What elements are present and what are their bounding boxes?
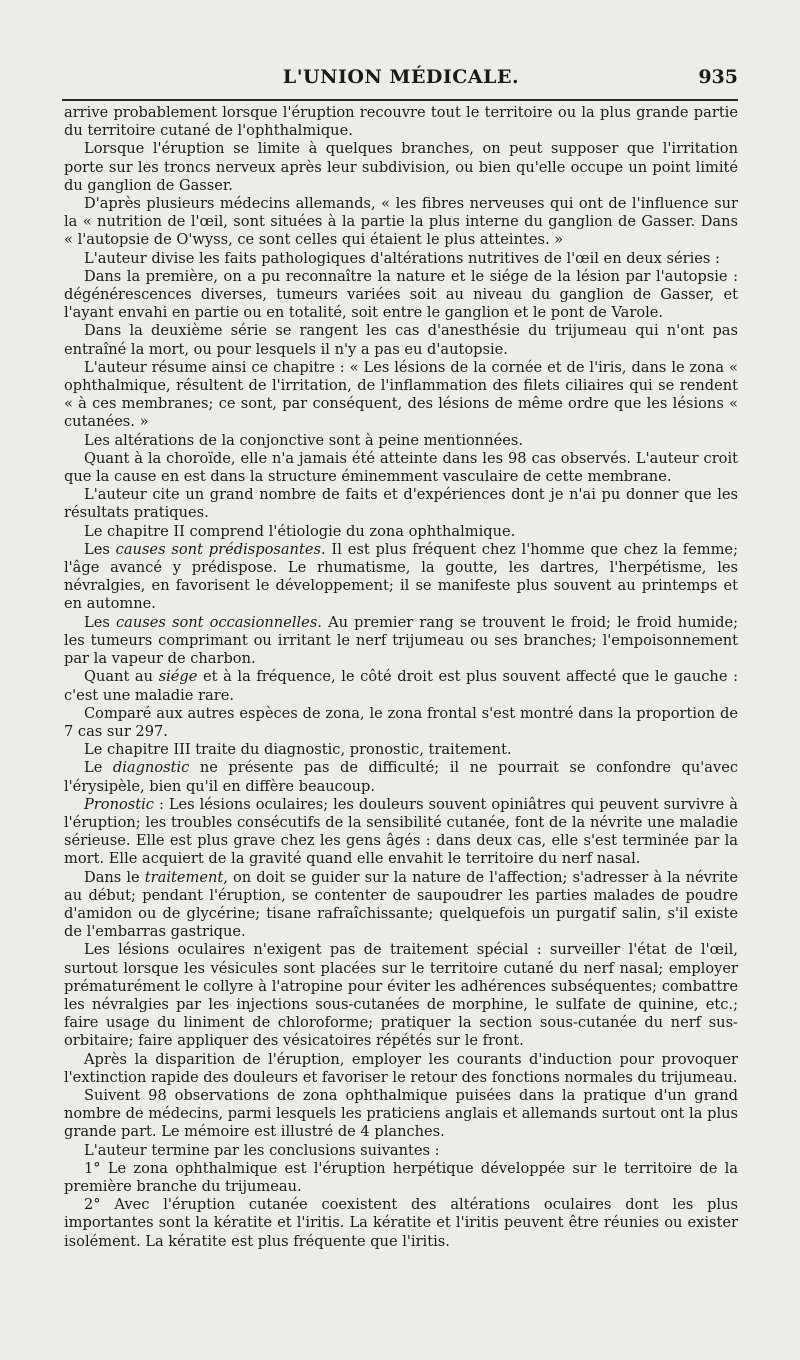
paragraph-text: Au premier rang se trouvent le froid; le froid humide; les tumeurs comprimant ou irritant le nerf trijumeau ou ses branches; l'empoisonnement par la vapeur de charbon. (64, 613, 739, 668)
paragraph (64, 523, 738, 541)
paragraph-text: L'auteur résume ainsi ce chapitre : « Les lésions de la cornée et de l'iris, dans le zona « ophthalmique, résultent de l'irritation, de l'inflammation des filets ciliaires qui se rendent « à ces membranes; ce sont, par conséquent, des lésions de même ordre que les lésions « cutanées. » (64, 358, 738, 431)
paragraph (64, 432, 738, 450)
paragraph-text: L'auteur cite un grand nombre de faits et d'expériences dont je n'ai pu donner que les résultats pratiques. (64, 486, 738, 522)
paragraph-text: Lorsque l'éruption se limite à quelques branches, on peut supposer que l'irritation porte sur les troncs nerveux après leur subdivision, ou bien qu'elle occupe un point limité du ganglion de Gasser. (64, 140, 738, 194)
paragraph (64, 140, 738, 195)
header-rule (62, 99, 738, 101)
paragraph-text: Le (84, 759, 113, 777)
paragraph (64, 614, 738, 669)
italic-text: causes sont prédisposantes. (115, 540, 326, 558)
paragraph-text: arrive probablement lorsque l'éruption recouvre tout le territoire ou la plus grande partie du territoire cutané de l'ophthalmique. (64, 104, 738, 140)
paragraph (64, 741, 738, 759)
paragraph (64, 869, 738, 942)
paragraph-text: 1° Le zona ophthalmique est l'éruption herpétique développée sur le territoire de la première branche du trijumeau. (64, 1159, 738, 1195)
paragraph-text: L'auteur divise les faits pathologiques d'altérations nutritives de l'œil en deux séries : (84, 249, 720, 267)
paragraph (64, 941, 738, 1050)
paragraph-text: : Les lésions oculaires; les douleurs souvent opiniâtres qui peuvent survivre à l'éruption; les troubles consécutifs de la sensibilité cutanée, font de la névrite une maladie sérieuse. Elle est plus grave chez les gens âgés : dans deux cas, elle s'est terminée par la mort. Elle acquiert de la gravité quand elle envahit le territoire du nerf nasal. (64, 795, 738, 868)
paragraph-text: , on doit se guider sur la nature de l'affection; s'adresser à la névrite au début; pendant l'éruption, se contenter de saupoudrer les parties malades de poudre d'amidon ou de glycérine; tisane rafraîchissante; quelquefois un purgatif salin, s'il existe de l'embarras gastrique. (64, 868, 738, 941)
italic-text: diagnostic (112, 759, 190, 777)
paragraph-text: 2° Avec l'éruption cutanée coexistent des altérations oculaires dont les plus importantes sont la kératite et l'iritis. La kératite et l'iritis peuvent être réunies ou exister isolément. La kératite est plus fréquente que l'iritis. (64, 1196, 738, 1250)
paragraph-text: Dans la deuxième série se rangent les cas d'anesthésie du trijumeau qui n'ont pas entraîné la mort, ou pour lesquels il n'y a pas eu d'autopsie. (64, 322, 738, 358)
italic-text: traitement (144, 868, 224, 886)
paragraph-text: Quant au (84, 668, 159, 686)
paragraph (64, 250, 738, 268)
italic-text: causes sont occasionnelles. (115, 613, 322, 631)
paragraph (64, 359, 738, 432)
paragraph (64, 1087, 738, 1142)
paragraph (64, 1160, 738, 1196)
paragraph (64, 796, 738, 869)
paragraph-text: et à la fréquence, le côté droit est plus souvent affecté que le gauche : c'est une maladie rare. (64, 668, 738, 704)
page-header (62, 66, 740, 96)
paragraph-text: Les (84, 613, 116, 631)
running-title: L'UNION MÉDICALE. (282, 66, 520, 88)
paragraph-text: Comparé aux autres espèces de zona, le zona frontal s'est montré dans la proportion de 7 cas sur 297. (64, 704, 738, 740)
paragraph (64, 322, 738, 358)
paragraph (64, 195, 738, 250)
paragraph (64, 1196, 738, 1251)
paragraph-text: Les lésions oculaires n'exigent pas de traitement spécial : surveiller l'état de l'œil, surtout lorsque les vésicules sont placées sur le territoire cutané du nerf nasal; employer prématurément le collyre à l'atropine pour éviter les adhérences subséquentes; combattre les névralgies par les injections sous-cutanées de morphine, le sulfate de quinine, etc.; faire usage du liniment de chloroforme; pratiquer la section sous-cutanée du nerf sus-orbitaire; faire appliquer des vésicatoires répétés sur le front. (64, 941, 738, 1050)
paragraph-text: Le chapitre II comprend l'étiologie du zona ophthalmique. (84, 522, 516, 540)
paragraph (64, 1051, 738, 1087)
paragraph (64, 486, 738, 522)
page-number: 935 (698, 66, 738, 88)
paragraph-text: Dans la première, on a pu reconnaître la nature et le siége de la lésion par l'autopsie : dégénérescences diverses, tumeurs variées soit au niveau du ganglion de Gasser, et l'ayant envahi en partie ou en totalité, soit entre le ganglion et le pont de Varole. (64, 267, 738, 322)
paragraph-text: Après la disparition de l'éruption, employer les courants d'induction pour provoquer l'extinction rapide des douleurs et favoriser le retour des fonctions normales du trijumeau. (64, 1050, 738, 1086)
paragraph (64, 668, 738, 704)
paragraph (64, 759, 738, 795)
paragraph-text: Le chapitre III traite du diagnostic, pronostic, traitement. (84, 741, 512, 759)
paragraph-text: Les altérations de la conjonctive sont à peine mentionnées. (84, 431, 523, 449)
paragraph (64, 104, 738, 140)
paragraph-text: ne présente pas de difficulté; il ne pourrait se confondre qu'avec l'érysipèle, bien qu'il en diffère beaucoup. (64, 759, 739, 795)
paragraph (64, 450, 738, 486)
paragraph-text: Les (84, 540, 116, 558)
italic-text: siége (158, 668, 198, 686)
paragraph (64, 705, 738, 741)
paragraph (64, 541, 738, 614)
paragraph-text: Suivent 98 observations de zona ophthalmique puisées dans la pratique d'un grand nombre de médecins, parmi lesquels les praticiens anglais et allemands surtout ont la plus grande part. Le mémoire est illustré de 4 planches. (64, 1086, 738, 1141)
italic-text: Pronostic (84, 795, 154, 813)
paragraph-text: Quant à la choroïde, elle n'a jamais été atteinte dans les 98 cas observés. L'auteur croit que la cause en est dans la structure éminemment vasculaire de cette membrane. (64, 449, 738, 486)
paragraph-text: D'après plusieurs médecins allemands, « les fibres nerveuses qui ont de l'influence sur la « nutrition de l'œil, sont situées à la partie la plus interne du ganglion de Gasser. Dans « l'autopsie de O'wyss, ce sont celles qui étaient le plus atteintes. » (64, 195, 738, 249)
article-body (64, 104, 738, 1251)
paragraph (64, 1142, 738, 1160)
paragraph (64, 268, 738, 323)
paragraph-text: Dans le (84, 868, 145, 886)
paragraph-text: L'auteur termine par les conclusions suivantes : (84, 1141, 440, 1159)
paragraph-text: Il est plus fréquent chez l'homme que chez la femme; l'âge avancé y prédispose. Le rhumatisme, la goutte, les dartres, l'herpétisme, les névralgies, en favorisent le développement; il se manifeste plus souvent au printemps et en automne. (64, 540, 738, 613)
